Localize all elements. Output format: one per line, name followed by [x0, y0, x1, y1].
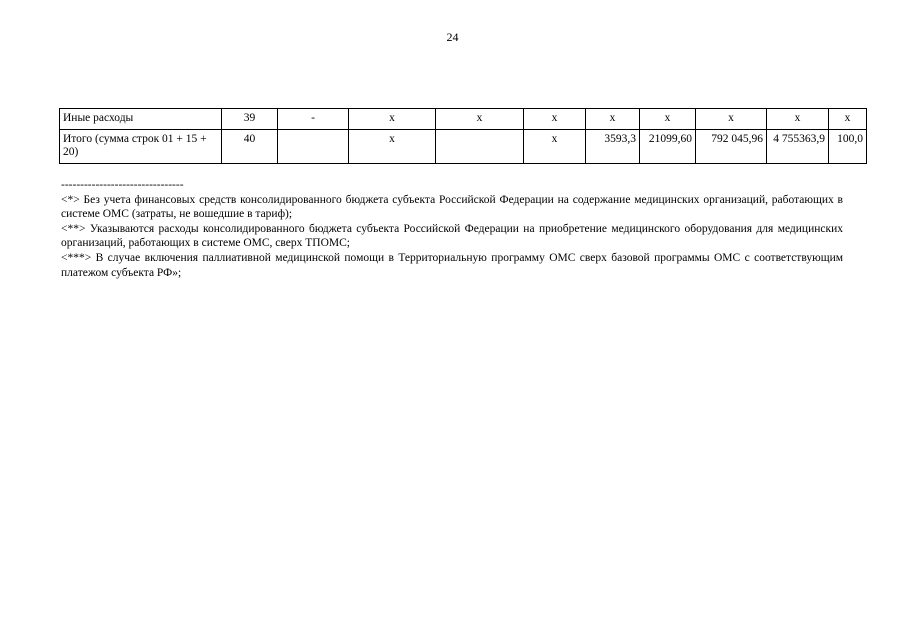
footnote-separator: -------------------------------- — [61, 179, 184, 191]
table-cell: х — [349, 109, 436, 130]
table-row — [60, 109, 867, 130]
table-cell: х — [524, 130, 586, 164]
page-number: 24 — [446, 30, 459, 44]
row-label: Иные расходы — [60, 109, 222, 130]
table-cell: х — [524, 109, 586, 130]
row-code: 39 — [222, 109, 278, 130]
table-cell: х — [696, 109, 767, 130]
table-cell: 100,0 — [829, 130, 867, 164]
footnote-3: <***> В случае включения паллиативной медицинской помощи в Территориальную программу ОМС сверх базовой программы ОМС с соответствующим платежом субъекта РФ»; — [61, 251, 843, 279]
table-cell: 792 045,96 — [696, 130, 767, 164]
table-cell: х — [829, 109, 867, 130]
table-cell: 21099,60 — [640, 130, 696, 164]
table-cell: х — [586, 109, 640, 130]
table-cell: 4 755363,9 — [767, 130, 829, 164]
table-cell: х — [640, 109, 696, 130]
footnote-2: <**> Указываются расходы консолидированного бюджета субъекта Российской Федерации на приобретение медицинского оборудования для медицинских организаций, работающих в системе ОМС, сверх ТПОМС; — [61, 222, 843, 250]
table-cell — [436, 130, 524, 164]
table-cell — [278, 130, 349, 164]
table-cell: х — [767, 109, 829, 130]
row-label: Итого (сумма строк 01 + 15 + 20) — [60, 130, 222, 164]
footnote-1: <*> Без учета финансовых средств консолидированного бюджета субъекта Российской Федерации на содержание медицинских организаций, работающих в системе ОМС (затраты, не вошедшие в тариф); — [61, 193, 843, 221]
table-cell: - — [278, 109, 349, 130]
table-cell: 3593,3 — [586, 130, 640, 164]
row-code: 40 — [222, 130, 278, 164]
footnotes — [61, 178, 843, 280]
table-cell: х — [349, 130, 436, 164]
table-row — [60, 130, 867, 164]
table-cell: х — [436, 109, 524, 130]
expenses-table — [59, 108, 867, 164]
